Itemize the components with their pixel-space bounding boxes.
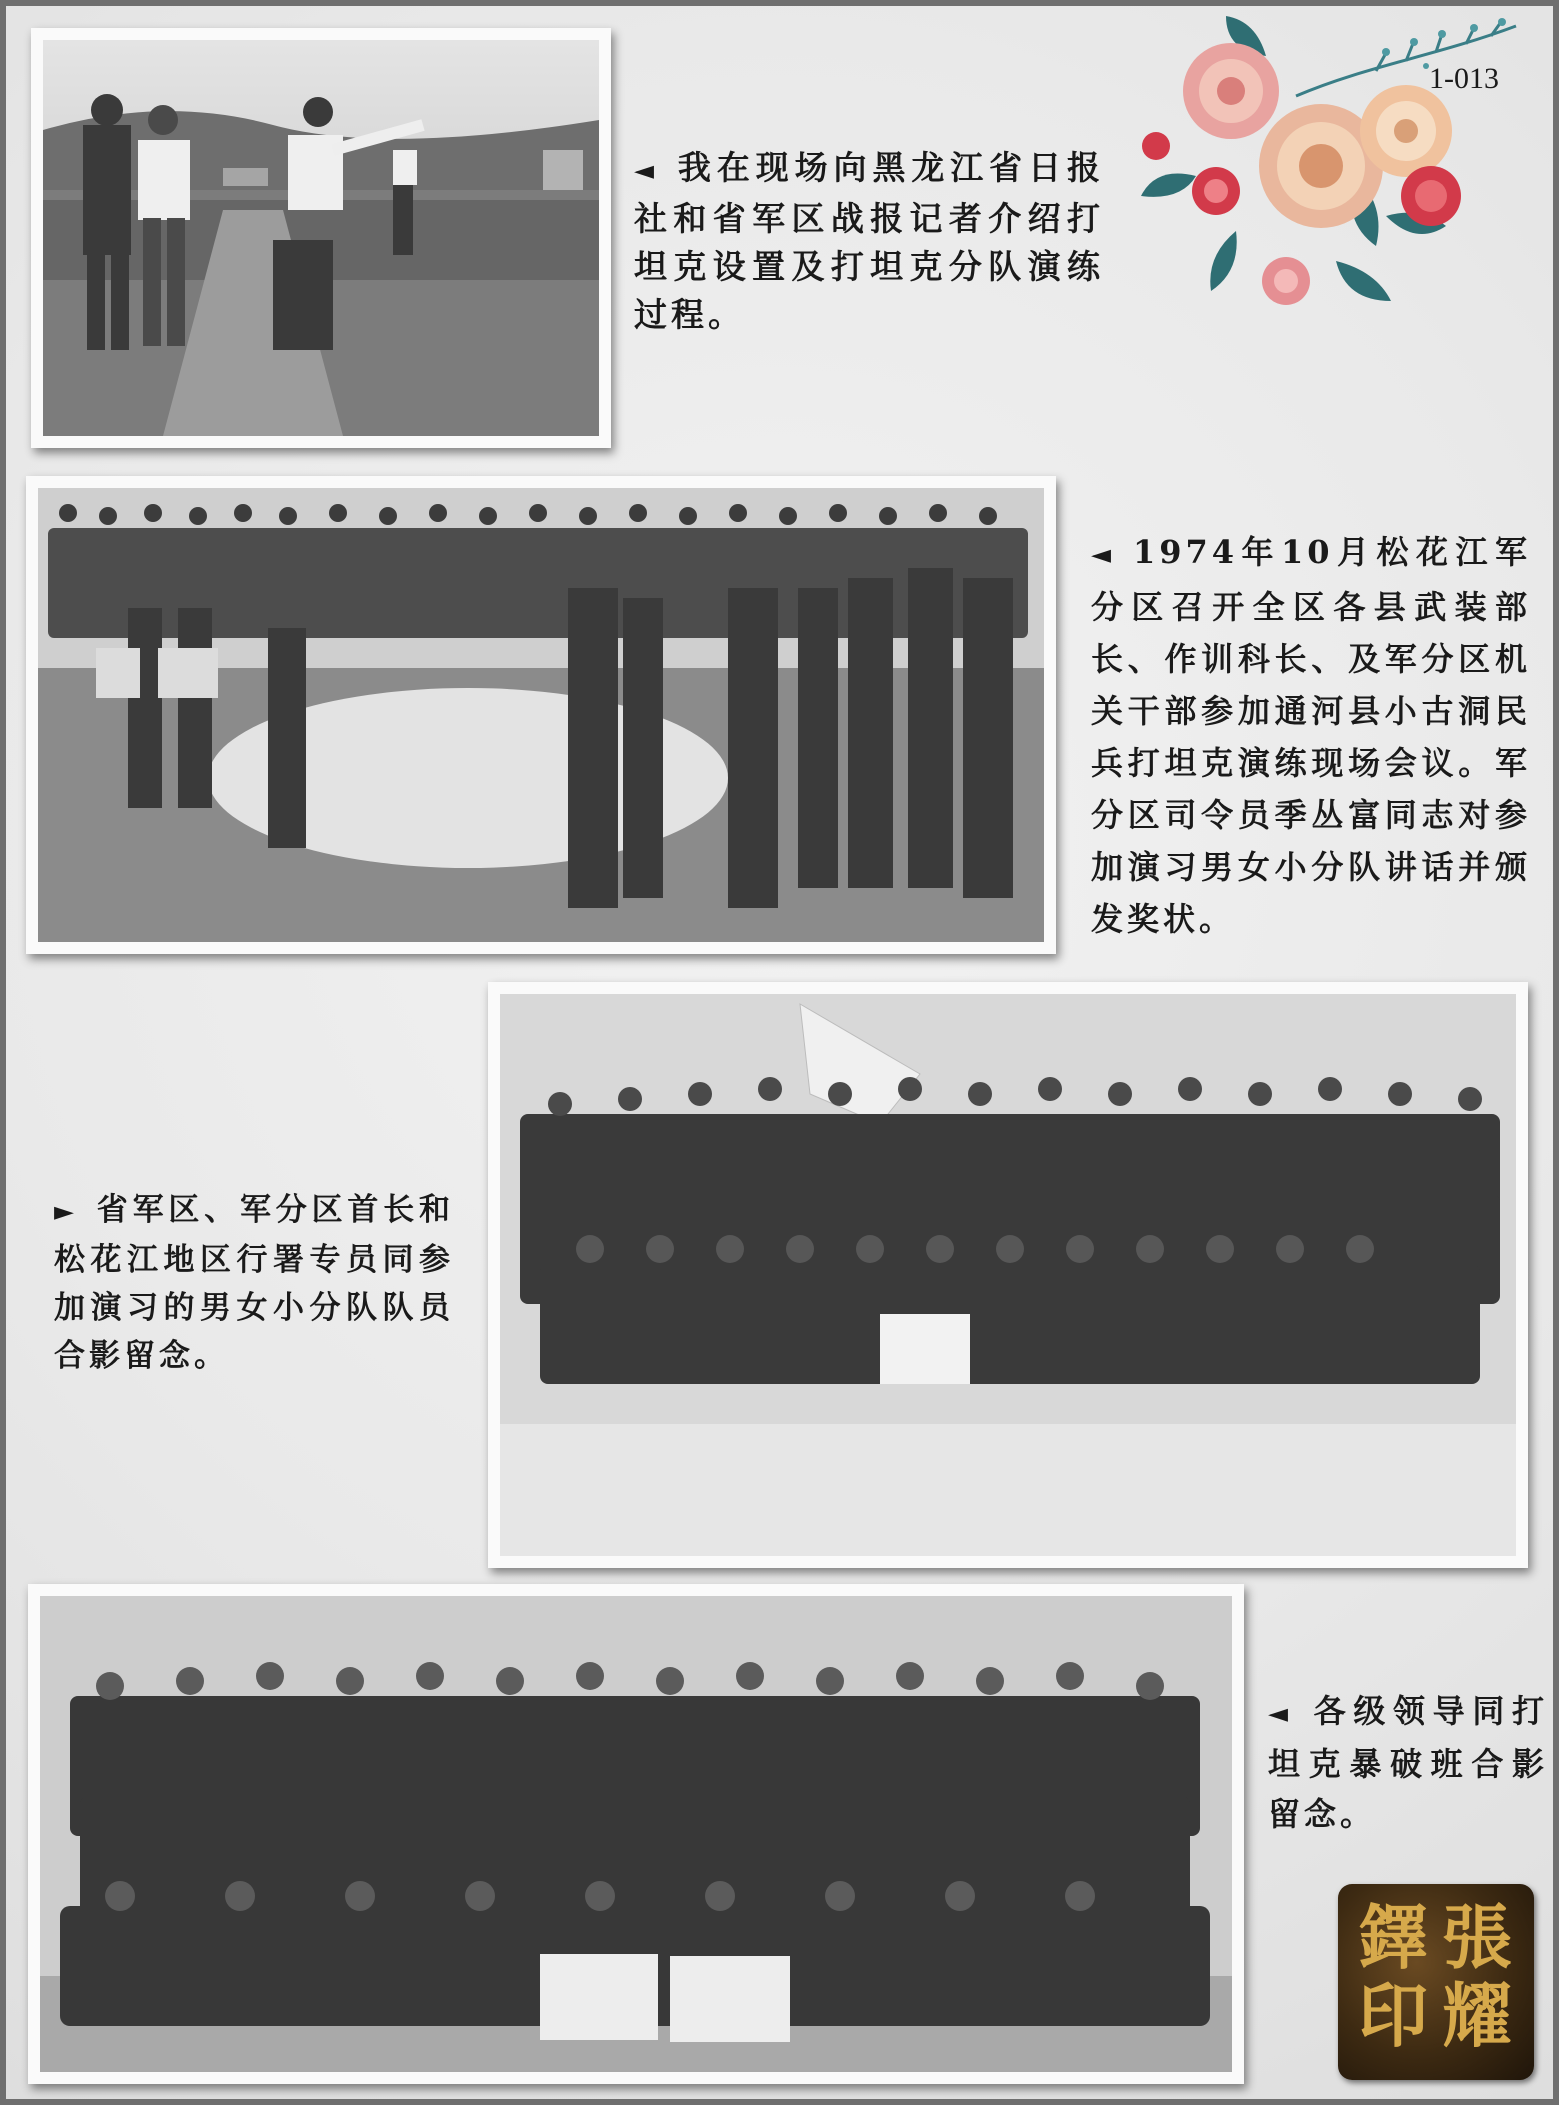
flower-decoration	[1136, 16, 1526, 316]
caption-leaders-with-squads: ► 省军区、军分区首长和松花江地区行署专员同参加演习的男女小分队队员合影留念。	[54, 1192, 454, 1374]
caption-briefing: ◄ 我在现场向黑龙江省日报社和省军区战报记者介绍打坦克设置及打坦克分队演练过程。	[634, 148, 1104, 334]
photo-briefing-reporters	[31, 28, 611, 448]
seal-character: 鐸	[1358, 1896, 1428, 1979]
caption-arrow-icon: ►	[54, 1197, 78, 1227]
photo-leaders-with-squads	[488, 982, 1528, 1568]
seal-character: 張	[1442, 1896, 1512, 1979]
photo-briefing-image	[43, 40, 599, 436]
page	[6, 6, 1553, 2099]
caption-arrow-icon: ◄	[1091, 540, 1115, 570]
page-number: 1-013	[1429, 62, 1499, 95]
photo-award-ceremony-image	[38, 488, 1044, 942]
caption-arrow-icon: ◄	[1268, 1699, 1292, 1729]
name-seal	[1338, 1884, 1534, 2080]
photo-leaders-with-squads-image	[500, 994, 1516, 1556]
seal-character: 耀	[1442, 1974, 1512, 2057]
caption-demolition-squad: ◄ 各级领导同打坦克暴破班合影留念。	[1268, 1692, 1548, 1833]
caption-arrow-icon: ◄	[634, 156, 658, 186]
photo-demolition-squad	[28, 1584, 1244, 2084]
photo-award-ceremony	[26, 476, 1056, 954]
photo-demolition-squad-image	[40, 1596, 1232, 2072]
caption-award-ceremony: ◄ 1974年10月松花江军分区召开全区各县武装部长、作训科长、及军分区机关干部参加通河县小古洞民兵打坦克演练现场会议。军分区司令员季丛富同志对参加演习男女小分队讲话并颁发奖状。	[1091, 533, 1531, 938]
seal-character: 印	[1358, 1974, 1428, 2057]
